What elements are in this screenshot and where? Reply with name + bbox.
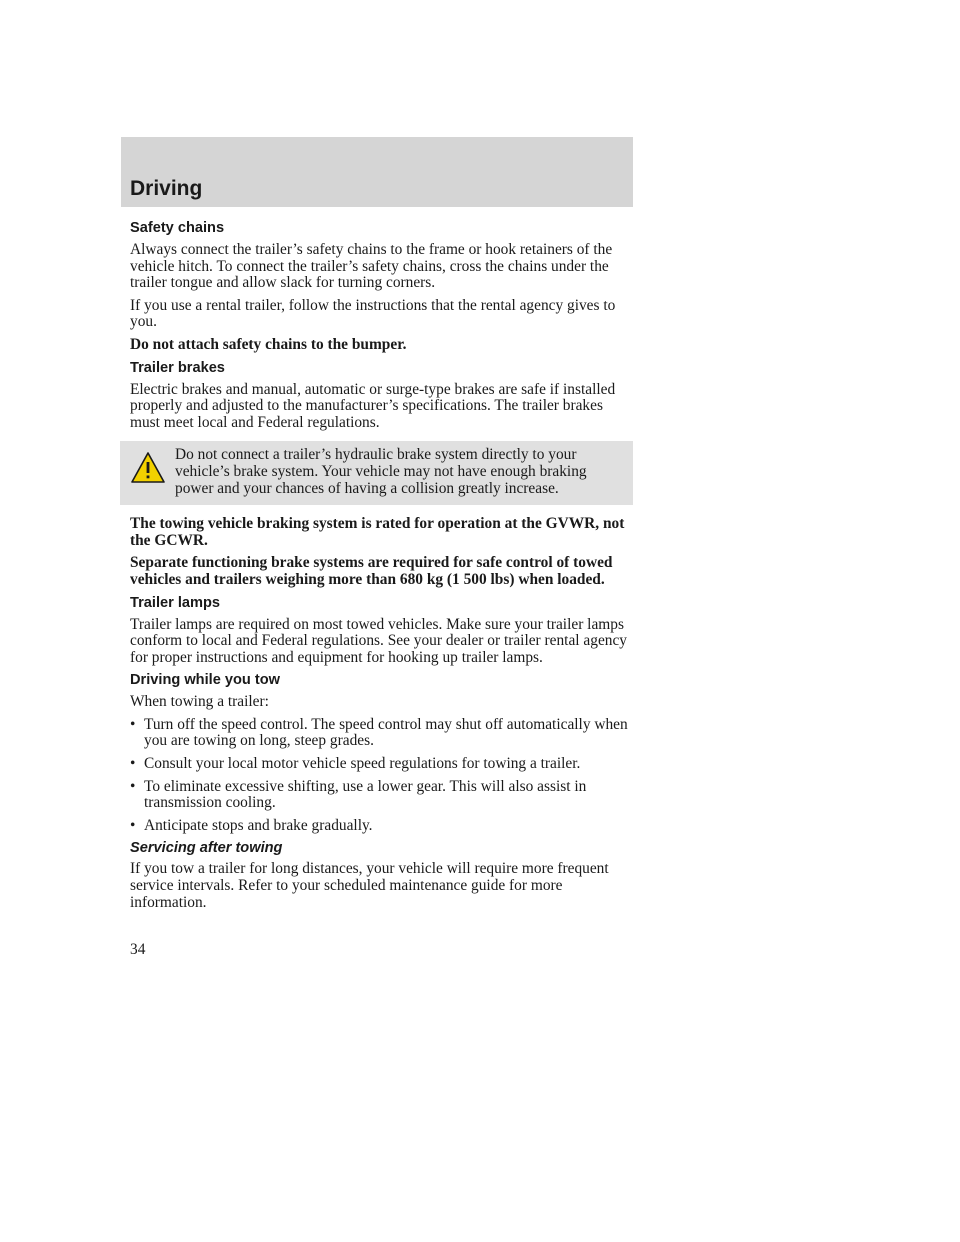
section-heading-trailer-lamps: Trailer lamps — [130, 594, 221, 611]
section-heading-safety-chains: Safety chains — [130, 220, 225, 236]
warning-text: Do not connect a trailer’s hydraulic brake system directly to your vehicle’s brake system. Your vehicle may not have enough braking power and your chances of having a collision greatly increase. — [175, 446, 587, 497]
section-heading-driving-while-tow: Driving while you tow — [130, 672, 280, 689]
bullet-icon: • — [130, 755, 136, 773]
driving-while-tow-intro: When towing a trailer: — [130, 693, 269, 711]
list-item — [130, 717, 633, 750]
chapter-title: Driving — [130, 177, 203, 200]
bullet-icon: • — [130, 816, 136, 834]
warning-box — [120, 441, 633, 505]
bullet-icon: • — [130, 715, 136, 733]
safety-chains-paragraph-2: If you use a rental trailer, follow the instructions that the rental agency gives to you. — [130, 296, 616, 331]
list-item-text: To eliminate excessive shifting, use a lower gear. This will also assist in transmission cooling. — [144, 777, 587, 812]
list-item — [130, 779, 633, 812]
list-item-text: Turn off the speed control. The speed control may shut off automatically when you are towing on long, steep grades. — [144, 715, 628, 750]
towing-bullet-list — [130, 717, 633, 835]
trailer-lamps-paragraph-1: Trailer lamps are required on most towed vehicles. Make sure your trailer lamps conform to local and Federal regulations. See your dealer or trailer rental agency for proper instructions and equipment for hooking up trailer lamps. — [130, 615, 627, 666]
list-item-text: Anticipate stops and brake gradually. — [144, 816, 373, 834]
safety-chains-paragraph-3: Do not attach safety chains to the bumper. — [130, 335, 407, 353]
page-number: 34 — [130, 941, 146, 958]
list-item — [130, 818, 633, 835]
servicing-paragraph-1: If you tow a trailer for long distances, your vehicle will require more frequent service intervals. Refer to your scheduled maintenance guide for more information. — [130, 860, 609, 911]
section-heading-trailer-brakes: Trailer brakes — [130, 359, 225, 376]
trailer-brakes-paragraph-2: The towing vehicle braking system is rated for operation at the GVWR, not the GCWR. — [130, 515, 625, 549]
trailer-brakes-paragraph-3: Separate functioning brake systems are required for safe control of towed vehicles and trailers weighing more than 680 kg (1 500 lbs) when loaded. — [130, 554, 613, 588]
section-heading-servicing: Servicing after towing — [130, 840, 283, 857]
bullet-icon: • — [130, 777, 136, 795]
warning-triangle-icon — [130, 451, 166, 485]
safety-chains-paragraph-1: Always connect the trailer’s safety chains to the frame or hook retainers of the vehicle hitch. To connect the trailer’s safety chains, cross the chains under the trailer tongue and allow slack for turning corners. — [130, 241, 613, 292]
chapter-header — [121, 137, 633, 207]
page-content — [130, 220, 633, 917]
list-item — [130, 756, 633, 773]
list-item-text: Consult your local motor vehicle speed regulations for towing a trailer. — [144, 755, 581, 773]
trailer-brakes-paragraph-1: Electric brakes and manual, automatic or surge-type brakes are safe if installed properly and adjusted to the manufacturer’s specifications. The trailer brakes must meet local and Federal regulations. — [130, 380, 616, 431]
